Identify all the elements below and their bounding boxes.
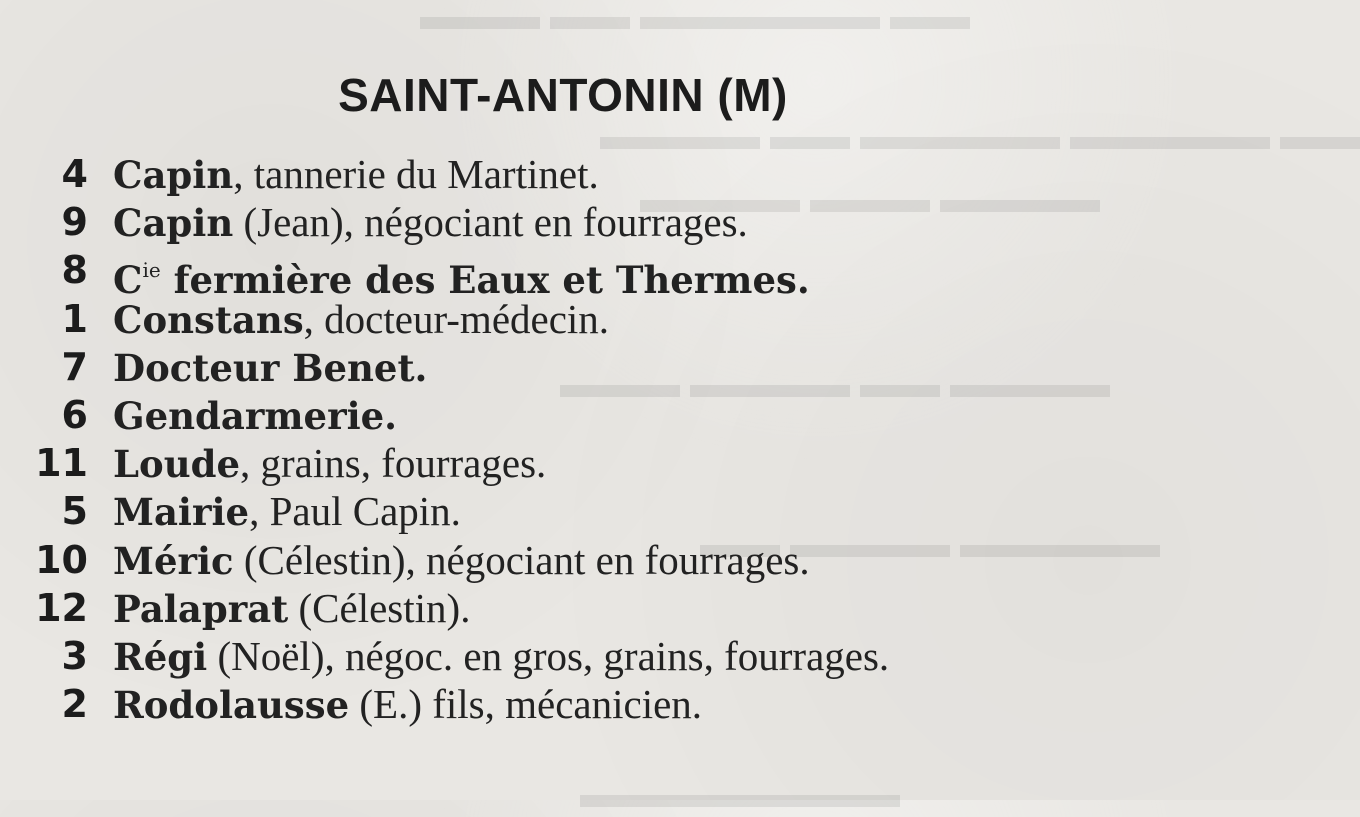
entry-number: 4: [61, 152, 88, 196]
entry-description: , Paul Capin.: [249, 488, 461, 535]
bleed-through-texture: ▬▬▬▬▬▬▬▬: [580, 771, 900, 816]
entry-description: , docteur-médecin.: [303, 295, 610, 342]
entry-description: (Célestin), négociant en fourrages.: [233, 536, 810, 583]
list-item: [0, 391, 1106, 439]
entry-description: (Noël), négoc. en gros, grains, fourrages.: [207, 632, 890, 679]
entry-description: (Célestin).: [288, 584, 471, 631]
entry-name: Capin: [113, 153, 234, 197]
entry-name: Méric: [113, 538, 234, 583]
entry-name: Loude: [113, 442, 241, 487]
entry-number: 8: [61, 248, 88, 293]
entry-number: 1: [61, 296, 88, 341]
entry-description: (E.) fils, mécanicien.: [349, 681, 703, 728]
entry-number: 11: [35, 441, 88, 486]
entry-number: 5: [61, 489, 88, 534]
page-title: SAINT-ANTONIN (M): [338, 69, 788, 121]
entry-number: 6: [61, 392, 88, 437]
list-item: [0, 150, 1106, 198]
bleed-through-texture: ​▬▬ ▬▬▬▬▬▬ ▬▬ ▬▬▬: [420, 0, 970, 38]
list-item: [0, 536, 1106, 584]
entry-name: Palaprat: [113, 586, 289, 631]
bleed-through-texture: ▬▬▬▬▬ ▬▬▬▬ ▬▬: [700, 521, 1160, 566]
entry-name: Docteur Benet.: [113, 345, 428, 390]
directory-list: [0, 150, 1106, 728]
entry-description: , tannerie du Martinet.: [233, 151, 599, 197]
list-item: [0, 584, 1106, 632]
entry-name: Gendarmerie.: [113, 393, 398, 438]
entry-name: C: [113, 258, 143, 303]
entry-name: Mairie: [113, 490, 250, 535]
bleed-through-texture: ▬▬▬▬ ▬▬▬ ▬▬▬▬: [640, 176, 1100, 221]
list-item: [0, 439, 1106, 487]
list-item: [0, 246, 1106, 303]
entry-description: (Jean), négociant en fourrages.: [233, 199, 748, 246]
entry-name: Régi: [113, 634, 208, 679]
list-item: [0, 343, 1106, 391]
entry-number: 9: [61, 200, 88, 245]
list-item: [0, 487, 1106, 535]
list-item: [0, 632, 1106, 680]
bleed-through-texture: ▬▬▬▬ ▬▬ ▬▬▬▬ ▬▬▬: [560, 361, 1110, 406]
entry-name: Capin: [113, 201, 234, 246]
list-item: [0, 680, 1106, 728]
entry-number: 7: [61, 344, 88, 389]
entry-number: 12: [35, 585, 88, 630]
entry-number: 2: [61, 682, 88, 727]
bleed-through-texture: ▬▬ ▬▬▬▬▬ ▬▬▬▬▬ ▬▬ ▬▬▬▬: [600, 113, 1360, 158]
entry-number: 10: [35, 537, 88, 582]
list-item: [0, 295, 1106, 343]
entry-name-superscript: ie: [142, 258, 161, 283]
entry-description: fermière des Eaux et Thermes.: [160, 258, 810, 303]
entry-name: Rodolausse: [113, 683, 350, 728]
entry-name: Constans: [113, 297, 304, 342]
entry-number: 3: [61, 633, 88, 678]
list-item: [0, 198, 1106, 246]
entry-description: , grains, fourrages.: [240, 440, 547, 487]
